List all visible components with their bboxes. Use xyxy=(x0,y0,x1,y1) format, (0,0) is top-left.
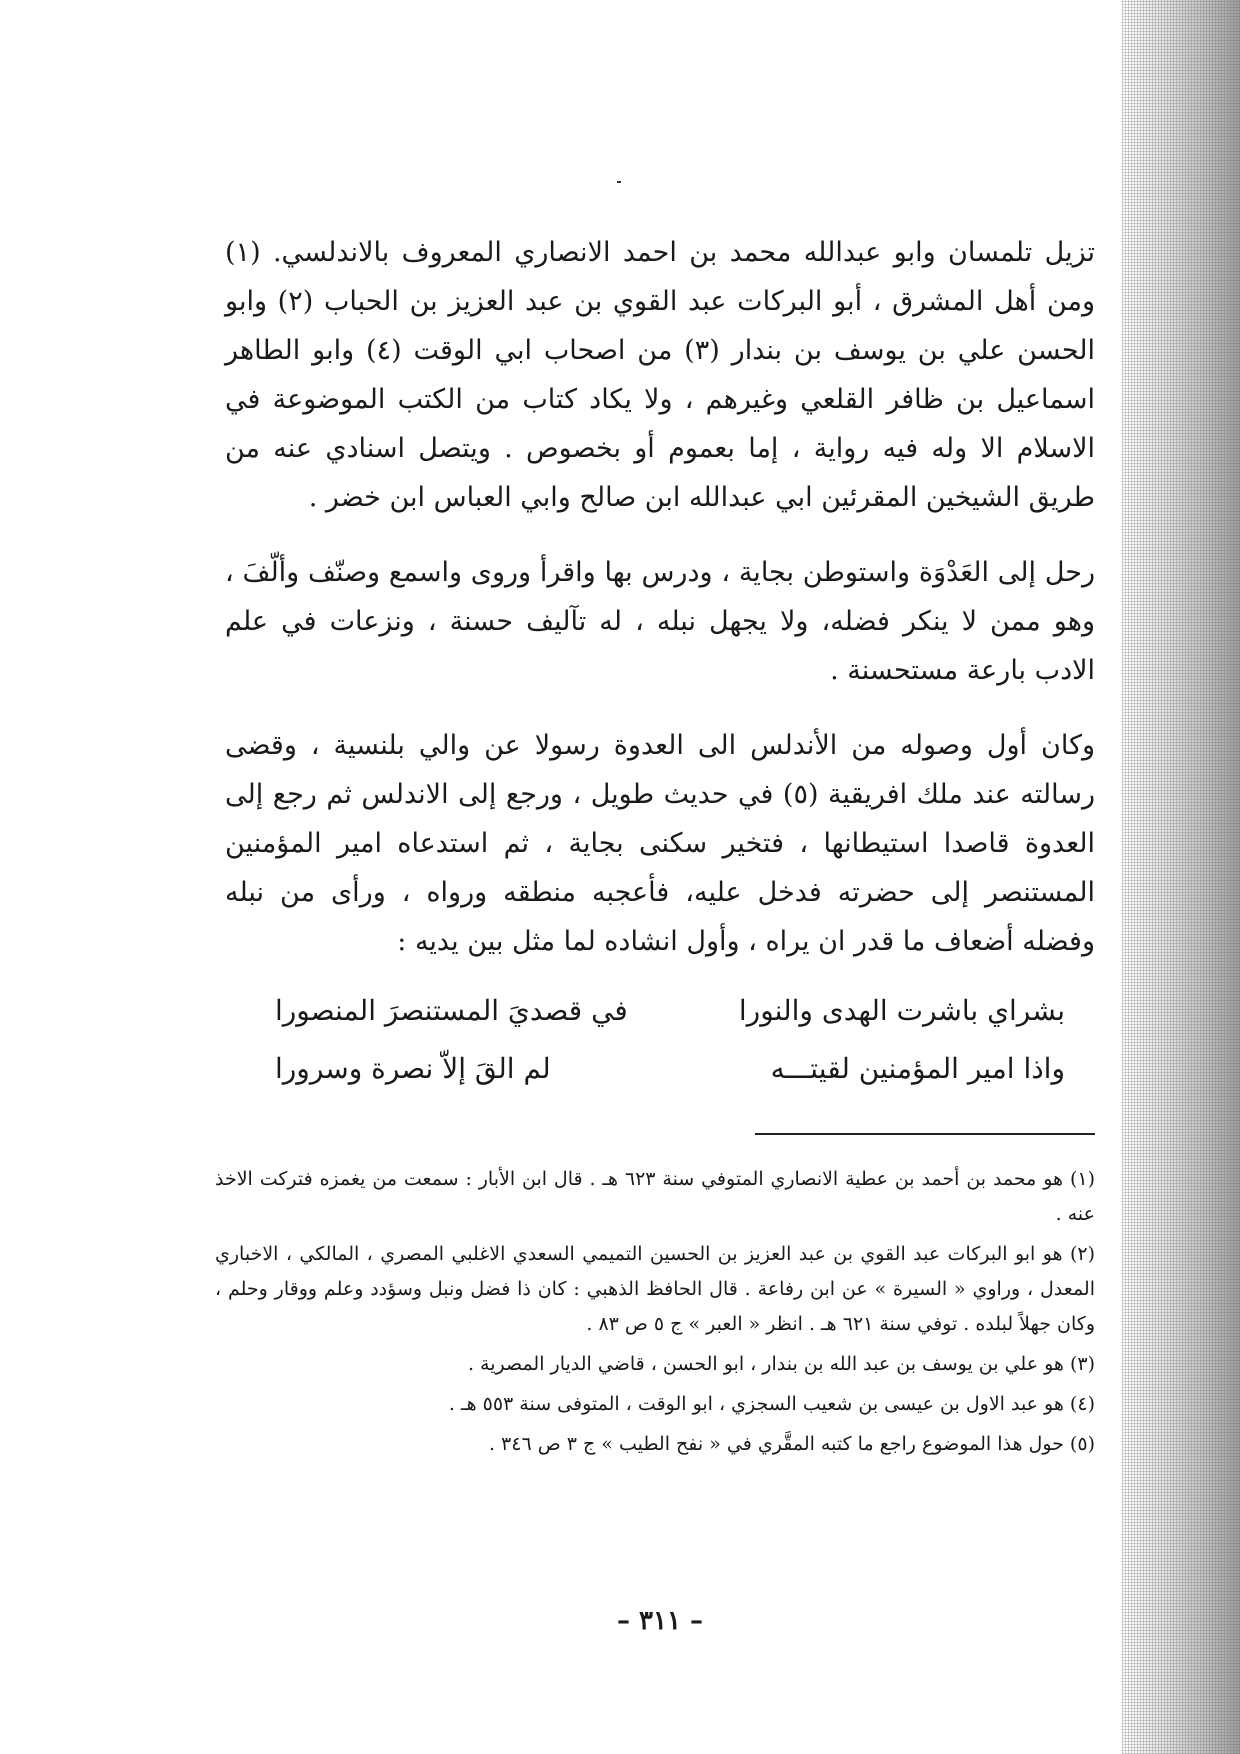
footnote-2: (٢) هو ابو البركات عبد القوي بن عبد العزيز بن الحسين التميمي السعدي الاغلبي المصري ، المالكي ، الاخباري المعدل ، وراوي « السيرة » عن ابن رفاعة . قال الحافظ الذهبي : كان ذا فضل ونبل وسؤدد وعلم ووقار وحلم ، وكان جهلاً لبلده . توفي سنة ٦٢١ هـ . انظر « العبر » ج ٥ ص ٨٣ . xyxy=(215,1243,1095,1335)
verse-2-first-hemistich: واذا امير المؤمنين لقيتـــه xyxy=(770,1052,1065,1085)
footnote-5: (٥) حول هذا الموضوع راجع ما كتبه المقَّري في « نفح الطيب » ج ٣ ص ٣٤٦ . xyxy=(488,1433,1095,1455)
ink-speck xyxy=(617,181,621,183)
paragraph-3: وكان أول وصوله من الأندلس الى العدوة رسولا عن والي بلنسية ، وقضى رسالته عند ملك افريقية (٥) في حديث طويل ، ورجع إلى الاندلس ثم رجع إلى العدوة قاصدا استيطانها ، فتخير سكنى بجاية ، ثم استدعاه امير المؤمنين المستنصر إلى حضرته فدخل عليه، فأعجبه منطقه ورواه ، ورأى من نبله وفضله أضعاف ما قدر ان يراه ، وأول انشاده لما مثل بين يديه : xyxy=(225,730,1095,957)
verse-line-2 xyxy=(275,1040,1065,1098)
footnote-4: (٤) هو عبد الاول بن عيسى بن شعيب السجزي ، ابو الوقت ، المتوفى سنة ٥٥٣ هـ . xyxy=(448,1393,1095,1415)
verse-line-1 xyxy=(275,982,1065,1040)
verse-2-second-hemistich: لم القَ إلاّ نصرة وسرورا xyxy=(275,1052,551,1085)
paragraph-1: تزيل تلمسان وابو عبدالله محمد بن احمد الانصاري المعروف بالاندلسي. (١) ومن أهل المشرق ، أبو البركات عبد القوي بن عبد العزيز بن الحباب (٢) وابو الحسن علي بن يوسف بن بندار (٣) من اصحاب ابي الوقت (٤) وابو الطاهر اسماعيل بن ظافر القلعي وغيرهم ، ولا يكاد كتاب من الكتب الموضوعة في الاسلام الا وله فيه رواية ، إما بعموم أو بخصوص . ويتصل اسنادي عنه من طريق الشيخين المقرئين ابي عبدالله ابن صالح وابي العباس ابن خضر . xyxy=(225,237,1095,513)
footnote-3: (٣) هو علي بن يوسف بن عبد الله بن بندار ، ابو الحسن ، قاضي الديار المصرية . xyxy=(467,1353,1095,1375)
verse-1-first-hemistich: بشراي باشرت الهدى والنورا xyxy=(738,994,1065,1027)
paragraph-2: رحل إلى العَدْوَة واستوطن بجاية ، ودرس بها واقرأ وروى واسمع وصنّف وألّفَ ، وهو ممن لا ينكر فضله، ولا يجهل نبله ، له تآليف حسنة ، ونزعات في علم الادب بارعة مستحسنة . xyxy=(225,557,1095,686)
page-number: – ٣١١ – xyxy=(616,1606,704,1636)
main-text xyxy=(225,228,1095,1098)
poem xyxy=(275,982,1095,1098)
page-binding-edge xyxy=(1122,0,1240,1754)
footnote-1: (١) هو محمد بن أحمد بن عطية الانصاري المتوفي سنة ٦٢٣ هـ . قال ابن الأبار : سمعت من يغمزه فتركت الاخذ عنه . xyxy=(215,1168,1095,1225)
verse-1-second-hemistich: في قصديَ المستنصرَ المنصورا xyxy=(275,994,628,1027)
footnote-separator xyxy=(755,1133,1095,1135)
footnotes xyxy=(215,1162,1095,1467)
